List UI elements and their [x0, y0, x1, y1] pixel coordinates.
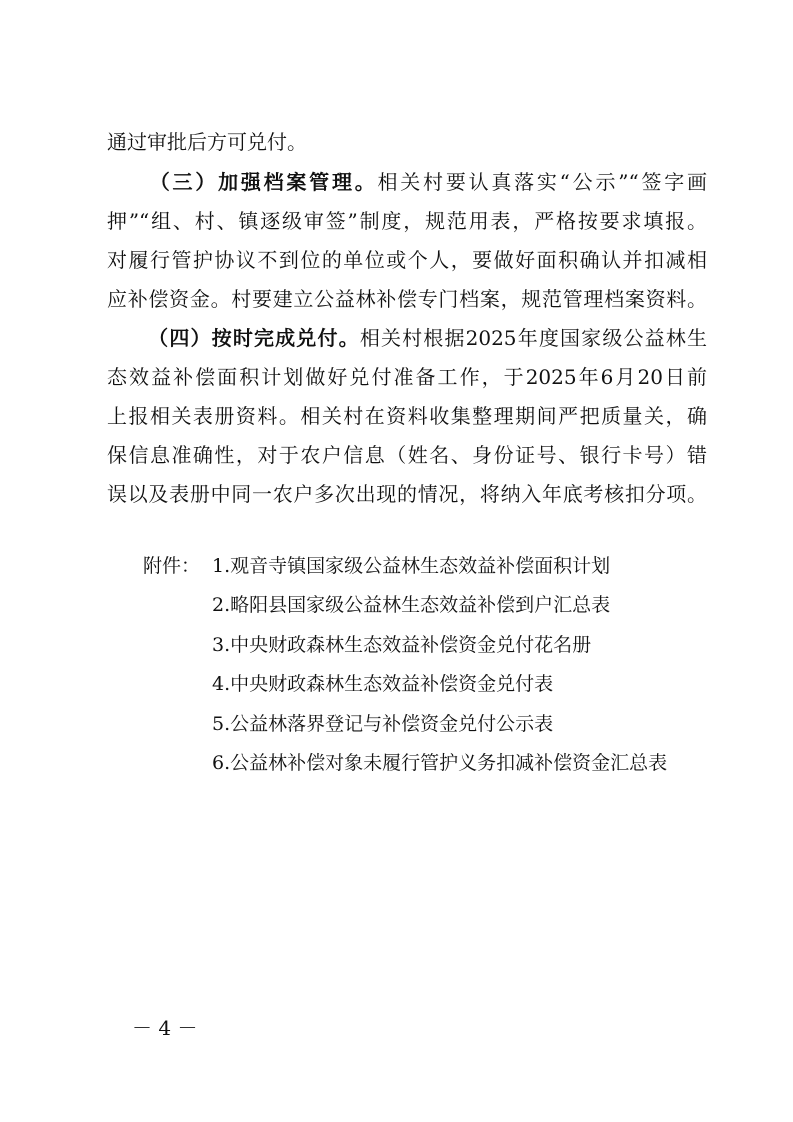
attachments-label: 附件：: [143, 555, 201, 577]
section-four-line-2: 态效益补偿面积计划做好兑付准备工作，于2025年6月20日前: [107, 365, 707, 389]
attachment-item-1: 1.观音寺镇国家级公益林生态效益补偿面积计划: [212, 555, 611, 577]
section-three-line-2: 押”“组、村、镇逐级审签”制度，规范用表，严格按要求填报。: [107, 209, 707, 233]
section-three-line-1: [107, 170, 707, 194]
page-number: － 4 －: [132, 1016, 198, 1040]
section-three-text: 相关村要认真落实“公示”“签字画: [377, 170, 707, 194]
section-three-heading: （三）加强档案管理。: [147, 170, 378, 194]
section-four-line-3: 上报相关表册资料。相关村在资料收集整理期间严把质量关，确: [107, 404, 707, 428]
attachment-item-4: 4.中央财政森林生态效益补偿资金兑付表: [212, 673, 554, 695]
paragraph-line: 通过审批后方可兑付。: [107, 130, 307, 154]
section-four-line-1: [107, 326, 707, 350]
attachment-item-2: 2.略阳县国家级公益林生态效益补偿到户汇总表: [212, 594, 611, 616]
section-four-line-5: 误以及表册中同一农户多次出现的情况，将纳入年底考核扣分项。: [107, 482, 707, 506]
section-three-line-4: 应补偿资金。村要建立公益林补偿专门档案，规范管理档案资料。: [107, 287, 707, 311]
section-four-text: 相关村根据2025年度国家级公益林生: [359, 326, 708, 350]
attachment-item-6: 6.公益林补偿对象未履行管护义务扣减补偿资金汇总表: [212, 752, 668, 774]
attachment-item-5: 5.公益林落界登记与补偿资金兑付公示表: [212, 713, 554, 735]
attachment-item-3: 3.中央财政森林生态效益补偿资金兑付花名册: [212, 634, 592, 656]
section-four-heading: （四）按时完成兑付。: [147, 326, 360, 350]
section-three-line-3: 对履行管护协议不到位的单位或个人，要做好面积确认并扣减相: [107, 248, 707, 272]
section-four-line-4: 保信息准确性，对于农户信息（姓名、身份证号、银行卡号）错: [107, 443, 707, 467]
